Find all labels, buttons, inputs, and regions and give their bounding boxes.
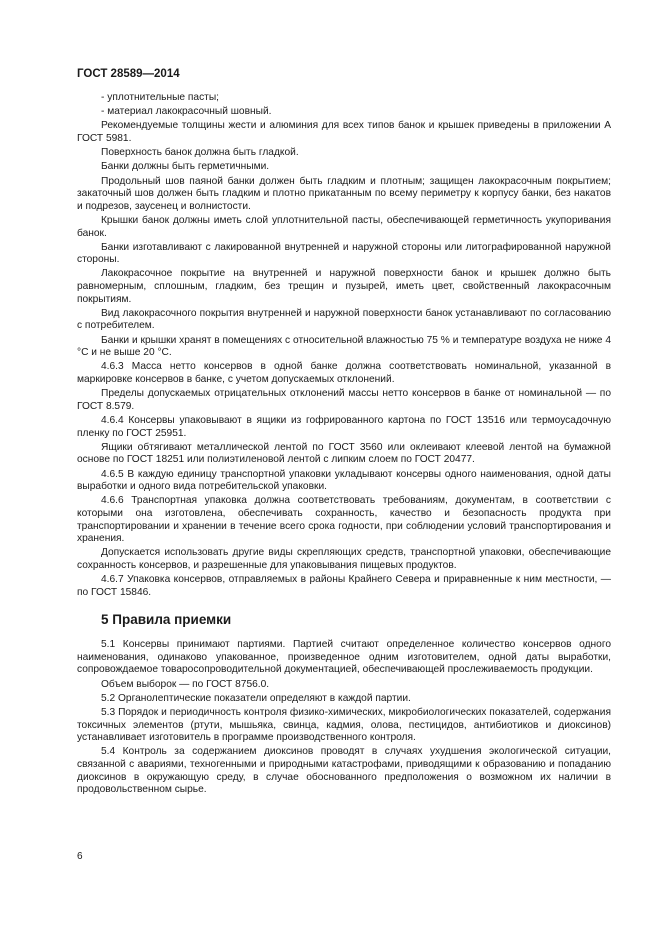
paragraph: Продольный шов паяной банки должен быть гладким и плотным; защищен лакокрасочным покрытием; закаточный шов должен быть гладким и плотно прикатанным по всему периметру к корпусу банки, без накатов и подрезов, заусенец и волнистости. [77, 175, 611, 212]
paragraph: Поверхность банок должна быть гладкой. [101, 147, 299, 159]
paragraph: Банки изготавливают с лакированной внутренней и наружной стороны или литографированной наружной стороны. [77, 241, 611, 266]
paragraph: Допускается использовать другие виды скрепляющих средств, транспортной упаковки, обеспечивающие сохранность консервов, и разрешенные для упаковывания пищевых продуктов. [77, 547, 611, 571]
document-header: ГОСТ 28589—2014 [77, 68, 180, 80]
paragraph: Объем выборок — по ГОСТ 8756.0. [101, 678, 270, 690]
paragraph: Ящики обтягивают металлической лентой по ГОСТ 3560 или оклеивают клеевой лентой на бумажной основе по ГОСТ 18251 или полиэтиленовой лентой с липким слоем по ГОСТ 20477. [77, 441, 611, 466]
paragraph: Банки и крышки хранят в помещениях с относительной влажностью 75 % и температуре воздуха не ниже 4 °С и не выше 20 °С. [77, 334, 611, 359]
paragraph: - материал лакокрасочный шовный. [101, 106, 272, 118]
paragraph: 4.6.7 Упаковка консервов, отправляемых в районы Крайнего Севера и приравненные к ним местности, — по ГОСТ 15846. [77, 574, 611, 598]
paragraph: Банки должны быть герметичными. [101, 161, 270, 173]
paragraph: 5.3 Порядок и периодичность контроля физико-химических, микробиологических показателей, содержания токсичных элементов (ртути, мышьяка, свинца, кадмия, олова, пестицидов, антибиотиков и диоксинов) устанавливает изготовитель в программе производственного контроля. [77, 707, 611, 744]
paragraph: 5.2 Органолептические показатели определяют в каждой партии. [101, 692, 411, 704]
paragraph: 4.6.4 Консервы упаковывают в ящики из гофрированного картона по ГОСТ 13516 или термоусадочную пленку по ГОСТ 25951. [77, 414, 611, 439]
paragraph: 4.6.3 Масса нетто консервов в одной банке должна соответствовать номинальной, указанной в маркировке консервов в банке, с учетом допускаемых отклонений. [77, 361, 611, 385]
paragraph: Лакокрасочное покрытие на внутренней и наружной поверхности банок и крышек должно быть равномерным, сплошным, гладким, без трещин и пузырей, иметь цвет, свойственный лакокрасочным покрытиям. [77, 268, 611, 305]
paragraph: Пределы допускаемых отрицательных отклонений массы нетто консервов в банке от номинальной — по ГОСТ 8.579. [77, 388, 611, 412]
paragraph: - уплотнительные пасты; [101, 92, 219, 103]
paragraph: Рекомендуемые толщины жести и алюминия для всех типов банок и крышек приведены в приложении А ГОСТ 5981. [77, 120, 611, 144]
section-heading: 5 Правила приемки [101, 612, 232, 628]
paragraph: Крышки банок должны иметь слой уплотнительной пасты, обеспечивающей герметичность укупоривания банок. [77, 214, 611, 239]
section-4-continuation [77, 92, 611, 599]
section-5-body [77, 639, 611, 797]
paragraph: 5.4 Контроль за содержанием диоксинов проводят в случаях ухудшения экологической ситуации, связанной с авариями, техногенными и природными катастрофами, приводящими к образованию и попаданию диоксинов в окружающую среду, в случае обоснованного предположения о возможном их наличии в продовольственном сырье. [77, 746, 611, 796]
paragraph: 4.6.5 В каждую единицу транспортной упаковки укладывают консервы одного наименования, одной даты выработки и одного вида потребительской упаковки. [77, 468, 611, 493]
paragraph: 4.6.6 Транспортная упаковка должна соответствовать требованиям, документам, в соответствии с которыми она изготовлена, обеспечивать сохранность, качество и безопасность продукта при транспортировании и хранении в течение всего срока годности, при соблюдении условий транспортирования и хранения. [77, 495, 611, 545]
paragraph: 5.1 Консервы принимают партиями. Партией считают определенное количество консервов одного наименования, одинаково упакованное, произведенное одним изготовителем, одной даты выработки, сопровождаемое товаросопроводительной документацией, обеспечивающей прослеживаемость продукции. [77, 639, 611, 676]
document-body [77, 92, 611, 798]
paragraph: Вид лакокрасочного покрытия внутренней и наружной поверхности банок устанавливают по согласованию с потребителем. [77, 307, 611, 332]
page-number: 6 [77, 851, 83, 862]
